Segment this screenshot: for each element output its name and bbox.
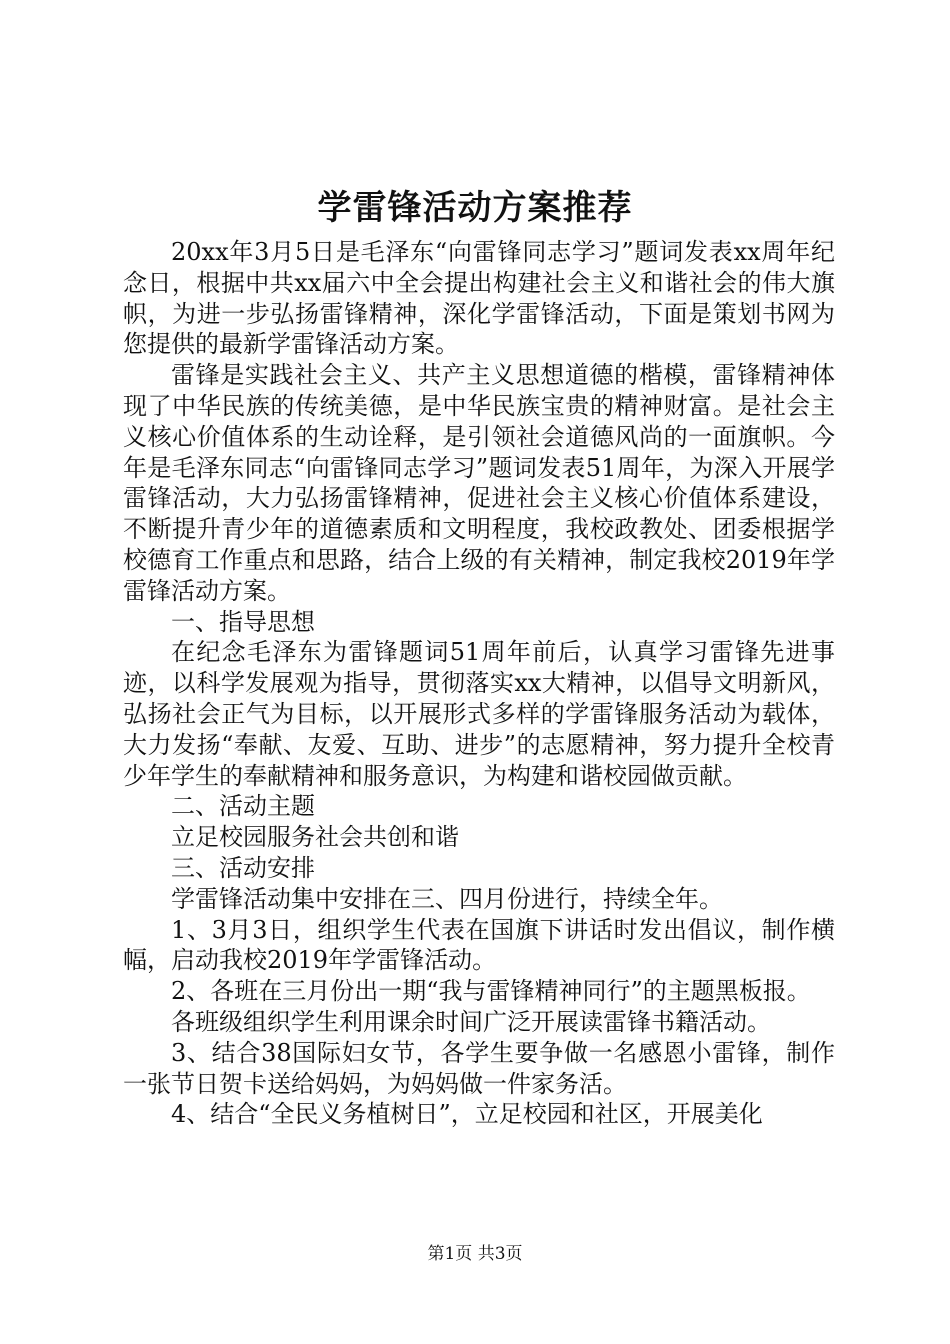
paragraph-intro: 20xx年3月5日是毛泽东“向雷锋同志学习”题词发表xx周年纪念日，根据中共xx届六中全会提出构建社会主义和谐社会的伟大旗帜，为进一步弘扬雷锋精神，深化学雷锋活动，下面是策划书网为您提供的最新学雷锋活动方案。 — [123, 238, 835, 359]
list-item-1: 1、3月3日，组织学生代表在国旗下讲话时发出倡议，制作横幅，启动我校2019年学雷锋活动。 — [123, 915, 835, 975]
page-number-footer: 第1页 共3页 — [427, 1244, 523, 1264]
paragraph-background: 雷锋是实践社会主义、共产主义思想道德的楷模，雷锋精神体现了中华民族的传统美德，是中华民族宝贵的精神财富。是社会主义核心价值体系的生动诠释，是引领社会道德风尚的一面旗帜。今年是毛泽东同志“向雷锋同志学习”题词发表51周年，为深入开展学雷锋活动，大力弘扬雷锋精神，促进社会主义核心价值体系建设，不断提升青少年的道德素质和文明程度，我校政教处、团委根据学校德育工作重点和思路，结合上级的有关精神，制定我校2019年学雷锋活动方案。 — [123, 361, 835, 605]
list-item-2: 2、各班在三月份出一期“我与雷锋精神同行”的主题黑板报。 — [171, 977, 811, 1006]
list-item-2-detail: 各班级组织学生利用课余时间广泛开展读雷锋书籍活动。 — [171, 1007, 771, 1036]
paragraph-arrangement-summary: 学雷锋活动集中安排在三、四月份进行，持续全年。 — [171, 884, 723, 913]
document-body — [123, 237, 835, 1130]
paragraph-activity-theme: 立足校园服务社会共创和谐 — [171, 823, 459, 852]
heading-activity-theme: 二、活动主题 — [171, 792, 315, 821]
document-title: 学雷锋活动方案推荐 — [317, 188, 633, 228]
heading-activity-arrangement: 三、活动安排 — [171, 853, 315, 882]
list-item-4: 4、结合“全民义务植树日”，立足校园和社区，开展美化 — [171, 1100, 763, 1129]
list-item-3: 3、结合38国际妇女节，各学生要争做一名感恩小雷锋，制作一张节日贺卡送给妈妈，为妈妈做一件家务活。 — [123, 1038, 835, 1098]
heading-guiding-thought: 一、指导思想 — [171, 607, 315, 636]
paragraph-guiding-thought: 在纪念毛泽东为雷锋题词51周年前后，认真学习雷锋先进事迹，以科学发展观为指导，贯彻落实xx大精神，以倡导文明新风，弘扬社会正气为目标，以开展形式多样的学雷锋服务活动为载体，大力发扬“奉献、友爱、互助、进步”的志愿精神，努力提升全校青少年学生的奉献精神和服务意识，为构建和谐校园做贡献。 — [123, 638, 835, 790]
